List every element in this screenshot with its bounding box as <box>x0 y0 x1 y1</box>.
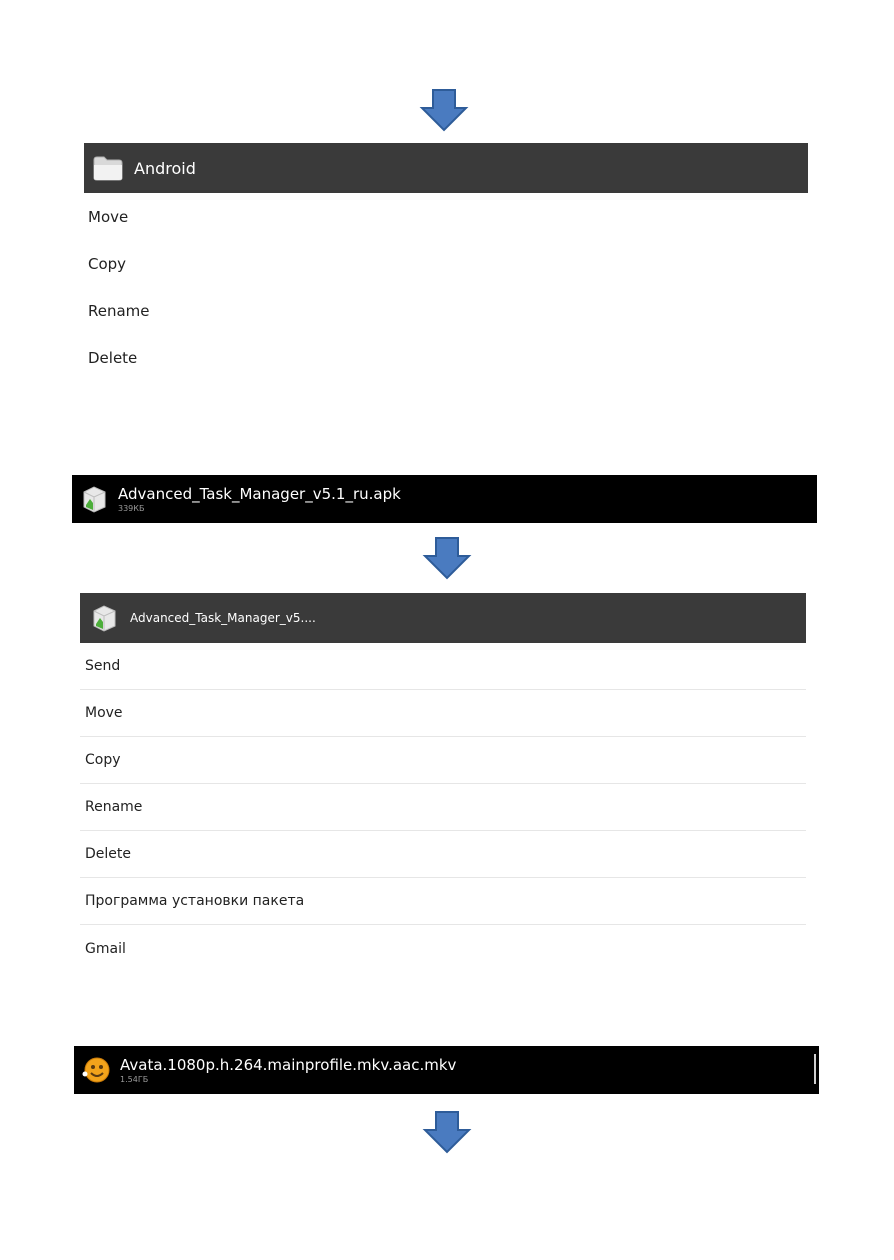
apk-file-name: Advanced_Task_Manager_v5.1_ru.apk <box>118 484 401 503</box>
folder-menu-header <box>84 143 808 193</box>
menu-item-rename[interactable]: Rename <box>88 301 150 320</box>
apk-package-icon <box>88 602 120 634</box>
menu-item-rename[interactable]: Rename <box>80 784 806 831</box>
down-arrow-icon <box>419 88 469 132</box>
menu-item-copy[interactable]: Copy <box>88 254 127 273</box>
down-arrow-icon <box>422 536 472 580</box>
menu-item-gmail[interactable]: Gmail <box>85 940 126 957</box>
apk-menu-header <box>80 593 806 643</box>
menu-item-package-installer[interactable]: Программа установки пакета <box>80 878 806 925</box>
folder-context-menu <box>84 143 808 381</box>
apk-menu-title: Advanced_Task_Manager_v5.... <box>130 611 316 625</box>
menu-item-move[interactable]: Move <box>80 690 806 737</box>
menu-item-copy[interactable]: Copy <box>80 737 806 784</box>
apk-file-row[interactable] <box>72 475 817 523</box>
video-file-row[interactable] <box>74 1046 819 1094</box>
down-arrow-icon <box>422 1110 472 1154</box>
apk-package-icon <box>78 483 110 515</box>
apk-file-size: 339КБ <box>118 503 145 513</box>
folder-menu-title: Android <box>134 158 196 178</box>
video-player-icon <box>80 1054 112 1086</box>
video-file-name: Avata.1080p.h.264.mainprofile.mkv.aac.mkv <box>120 1055 457 1074</box>
folder-icon <box>92 154 124 182</box>
menu-item-delete[interactable]: Delete <box>80 831 806 878</box>
apk-context-menu <box>80 593 806 972</box>
scrollbar[interactable] <box>814 1054 816 1084</box>
menu-item-delete[interactable]: Delete <box>88 348 138 367</box>
menu-item-send[interactable]: Send <box>80 643 806 690</box>
menu-item-move[interactable]: Move <box>88 207 129 226</box>
video-file-size: 1.54ГБ <box>120 1074 149 1084</box>
